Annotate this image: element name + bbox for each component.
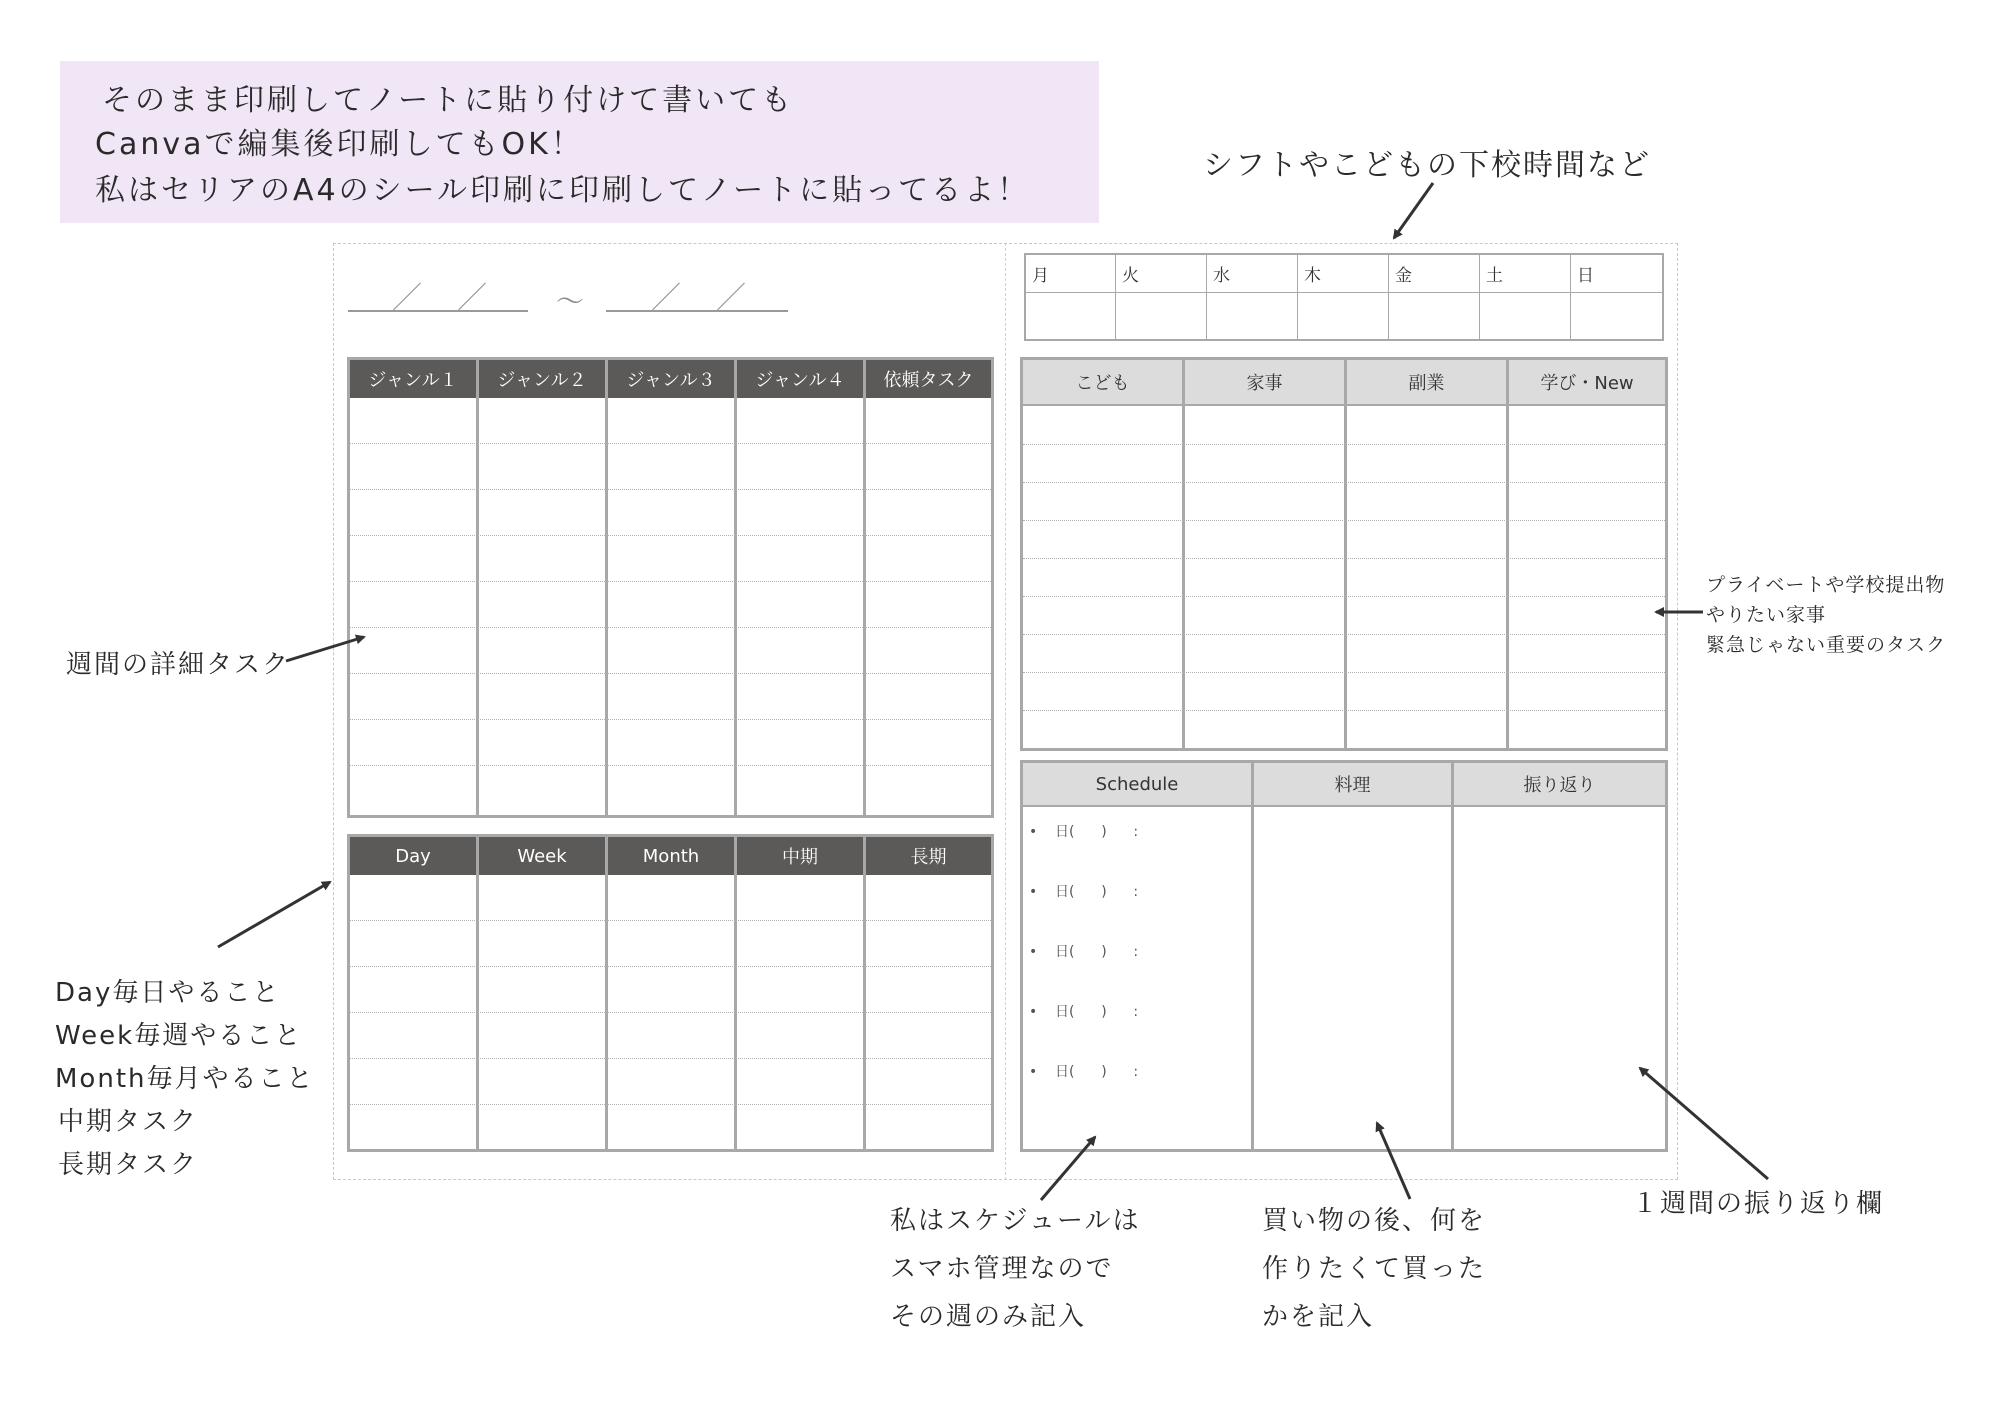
intro-line-2: Canvaで編集後印刷してもOK！: [95, 127, 584, 162]
routine-header-longterm: 長期: [866, 837, 991, 875]
task-header-genre1: ジャンル１: [350, 360, 476, 398]
day-mon: 月: [1032, 266, 1049, 286]
schedule-note-line2: スマホ管理なので: [890, 1254, 1114, 1284]
date-slash: ／: [457, 281, 487, 316]
schedule-note-line3: その週のみ記入: [890, 1302, 1087, 1332]
arrow-shift: [1394, 183, 1433, 238]
routine-annotation-longterm: 長期タスク: [58, 1150, 199, 1180]
shift-annotation: シフトやこどもの下校時間など: [1203, 148, 1651, 183]
private-annotation-line2: やりたい家事: [1706, 604, 1827, 626]
date-slash: ／: [716, 281, 746, 316]
intro-line-1: そのまま印刷してノートに貼り付けて書いても: [102, 83, 795, 118]
day-sat: 土: [1486, 266, 1503, 286]
category-header-learning: 学び・New: [1509, 360, 1665, 404]
routine-header-midterm: 中期: [737, 837, 863, 875]
category-header-housework: 家事: [1185, 360, 1344, 404]
day-sun: 日: [1577, 266, 1594, 286]
date-tilde: ～: [556, 285, 585, 318]
header-reflection: 振り返り: [1454, 763, 1665, 805]
header-cooking: 料理: [1254, 763, 1451, 805]
arrow-routine: [218, 882, 330, 947]
reflection-annotation: １週間の振り返り欄: [1632, 1189, 1885, 1219]
weekly-detail-annotation: 週間の詳細タスク: [66, 650, 291, 680]
routine-header-week: Week: [479, 837, 605, 875]
intro-line-3: 私はセリアのA4のシール印刷に印刷してノートに貼ってるよ！: [95, 173, 1031, 208]
cooking-note-line3: かを記入: [1262, 1302, 1375, 1332]
schedule-note-line1: 私はスケジュールは: [890, 1206, 1141, 1236]
routine-annotation-midterm: 中期タスク: [58, 1107, 199, 1137]
arrow-weekly-detail: [286, 637, 364, 661]
task-header-genre4: ジャンル４: [737, 360, 863, 398]
routine-annotation-week: Week毎週やること: [55, 1021, 303, 1051]
routine-annotation-day: Day毎日やること: [55, 978, 281, 1008]
day-tue: 火: [1122, 266, 1139, 286]
private-annotation-line3: 緊急じゃない重要のタスク: [1706, 634, 1947, 656]
date-slash: ／: [392, 281, 422, 316]
schedule-entry[interactable]: • 日( ) :: [1029, 1004, 1139, 1020]
header-schedule: Schedule: [1023, 763, 1251, 805]
arrow-schedule: [1041, 1137, 1095, 1200]
arrow-reflection: [1640, 1068, 1768, 1179]
date-slash: ／: [651, 281, 681, 316]
routine-header-day: Day: [350, 837, 476, 875]
task-header-genre3: ジャンル３: [608, 360, 734, 398]
task-header-genre2: ジャンル２: [479, 360, 605, 398]
routine-header-month: Month: [608, 837, 734, 875]
day-fri: 金: [1395, 266, 1412, 286]
category-header-kids: こども: [1023, 360, 1182, 404]
schedule-entry[interactable]: • 日( ) :: [1029, 944, 1139, 960]
schedule-entry[interactable]: • 日( ) :: [1029, 824, 1139, 840]
arrow-cooking: [1377, 1123, 1410, 1199]
routine-annotation-month: Month毎月やること: [55, 1064, 315, 1094]
schedule-entry[interactable]: • 日( ) :: [1029, 884, 1139, 900]
schedule-entry[interactable]: • 日( ) :: [1029, 1064, 1139, 1080]
day-thu: 木: [1304, 266, 1321, 286]
category-header-sidejob: 副業: [1347, 360, 1506, 404]
cooking-note-line2: 作りたくて買った: [1262, 1254, 1487, 1284]
day-wed: 水: [1213, 266, 1230, 286]
private-annotation-line1: プライベートや学校提出物: [1706, 574, 1946, 596]
task-header-request: 依頼タスク: [866, 360, 991, 398]
cooking-note-line1: 買い物の後、何を: [1262, 1206, 1487, 1236]
